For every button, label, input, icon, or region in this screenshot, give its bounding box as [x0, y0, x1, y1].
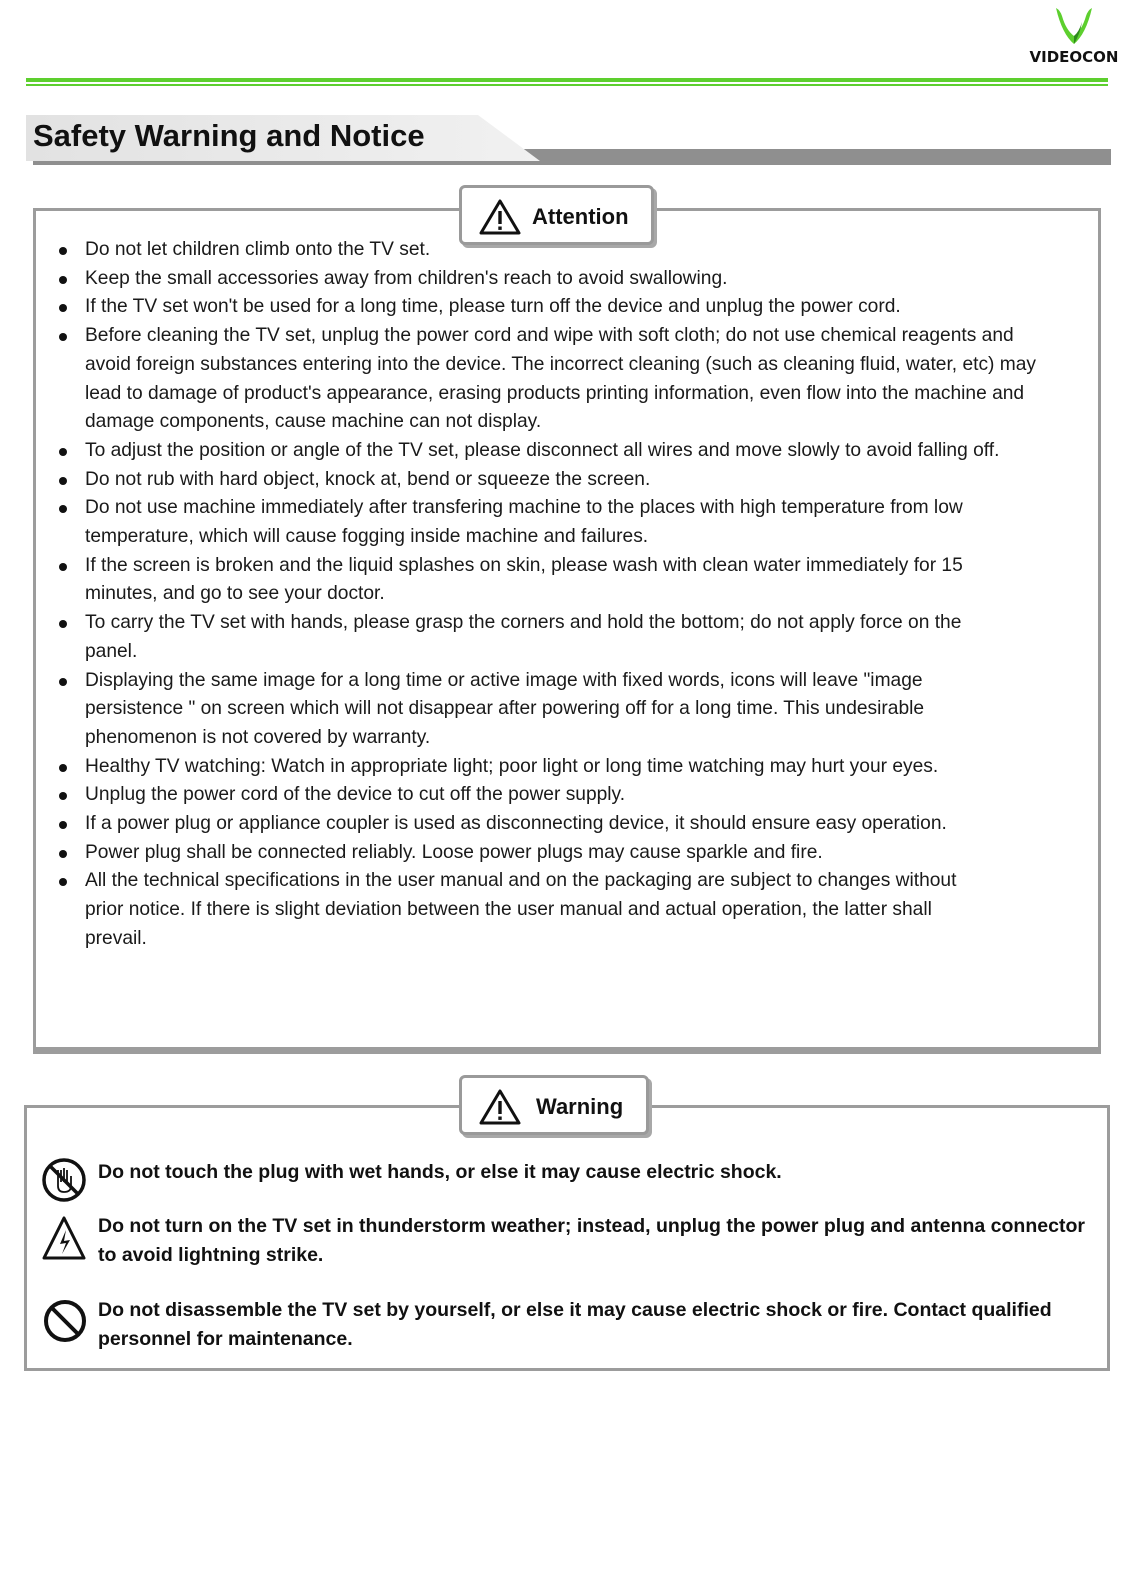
list-item: Healthy TV watching: Watch in appropriate light; poor light or long time watching may hurt your eyes. — [58, 753, 1078, 782]
attention-label: Attention — [532, 204, 629, 229]
list-item: Power plug shall be connected reliably. Loose power plugs may cause sparkle and fire. — [58, 839, 1078, 868]
list-item: If the TV set won't be used for a long time, please turn off the device and unplug the power cord. — [58, 293, 1078, 322]
header-rule-thick — [26, 78, 1108, 82]
no-wet-hands-icon — [40, 1156, 88, 1204]
list-item: Do not use machine immediately after transfering machine to the places with high temperature from low temperature, which will cause fogging inside machine and failures. — [58, 494, 1078, 551]
logo-text: VIDEOCON — [1029, 48, 1119, 66]
list-item: Displaying the same image for a long time or active image with fixed words, icons will leave "image persistence " on screen which will not disappear after powering off for a long time. This undesirable phenomenon is not covered by warranty. — [58, 667, 1078, 753]
prohibited-icon — [40, 1296, 90, 1346]
videocon-logo — [1018, 4, 1128, 68]
list-item: Do not let children climb onto the TV set. — [58, 236, 1078, 265]
warning-label: Warning — [536, 1094, 624, 1119]
warning-triangle-icon — [478, 198, 522, 236]
lightning-warning-icon — [40, 1212, 92, 1264]
list-item: Unplug the power cord of the device to cut off the power supply. — [58, 781, 1078, 810]
list-item: Do not rub with hard object, knock at, bend or squeeze the screen. — [58, 466, 1078, 495]
list-item: Keep the small accessories away from children's reach to avoid swallowing. — [58, 265, 1078, 294]
list-item: All the technical specifications in the user manual and on the packaging are subject to changes without prior notice. If there is slight deviation between the user manual and actual operation, the latter shall prevail. — [58, 867, 1078, 953]
list-item: Before cleaning the TV set, unplug the power cord and wipe with soft cloth; do not use chemical reagents and avoid foreign substances entering into the device. The incorrect cleaning (such as cleaning fluid, water, etc) may lead to damage of product's appearance, erasing products printing information, even flow into the machine and damage components, cause machine can not display. — [58, 322, 1078, 437]
warning-badge — [459, 1075, 649, 1135]
list-item: If the screen is broken and the liquid splashes on skin, please wash with clean water immediately for 15 minutes, and go to see your doctor. — [58, 552, 1078, 609]
v-mark-icon — [1052, 4, 1096, 46]
warning-text: Do not turn on the TV set in thunderstorm weather; instead, unplug the power plug and antenna connector to avoid lightning strike. — [98, 1215, 1085, 1266]
page-title: Safety Warning and Notice — [33, 118, 425, 153]
warning-text: Do not touch the plug with wet hands, or else it may cause electric shock. — [98, 1161, 782, 1183]
attention-list — [58, 236, 1078, 954]
list-item: To carry the TV set with hands, please grasp the corners and hold the bottom; do not apply force on the panel. — [58, 609, 1078, 666]
warning-text: Do not disassemble the TV set by yourself, or else it may cause electric shock or fire. Contact qualified personnel for maintenance. — [98, 1299, 1052, 1350]
header-rule-thin — [26, 84, 1108, 86]
warning-triangle-icon — [478, 1088, 522, 1126]
list-item: If a power plug or appliance coupler is used as disconnecting device, it should ensure easy operation. — [58, 810, 1078, 839]
list-item: To adjust the position or angle of the TV set, please disconnect all wires and move slowly to avoid falling off. — [58, 437, 1078, 466]
